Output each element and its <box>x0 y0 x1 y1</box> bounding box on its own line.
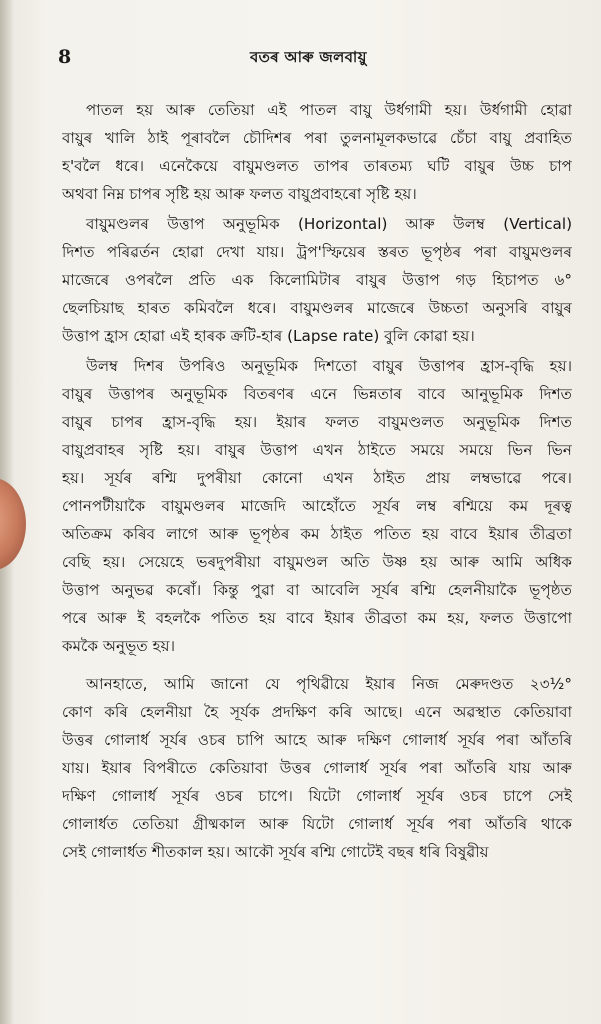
text-line: বায়ুৰ উত্তাপৰ অনুভূমিক বিতৰণৰ এনে ভিন্নতাৰ বাবে আনুভূমিক দিশত <box>62 385 572 403</box>
text-line: বায়ুপ্ৰবাহৰ সৃষ্টি হয়। বায়ুৰ উত্তাপ এখন ঠাইতে সময়ে সময়ে ভিন ভিন <box>62 441 572 459</box>
text-line: পাতল হয় আৰু তেতিয়া এই পাতল বায়ু উৰ্ধগামী হয়। উৰ্ধগামী হোৱা <box>86 101 572 119</box>
text-line: উত্তৰ গোলাৰ্ধ সূৰ্যৰ ওচৰ চাপি আহে আৰু দক্ষিণ গোলাৰ্ধ সূৰ্যৰ পৰা আঁতৰি <box>62 731 572 749</box>
page-number: 8 <box>58 46 72 68</box>
text-line: অতিক্ৰম কৰিব লাগে আৰু ভূপৃষ্ঠৰ কম ঠাইত পতিত হয় বাবে ইয়াৰ তীব্ৰতা <box>62 525 572 543</box>
text-line: গোলাৰ্ধত তেতিয়া গ্ৰীষ্মকাল আৰু যিটো গোলাৰ্ধ সূৰ্যৰ পৰা আঁতৰি থাকে <box>62 815 572 833</box>
text-line: পোনপটীয়াকৈ বায়ুমণ্ডলৰ মাজেদি আহোঁতে সূৰ্যৰ লম্ব ৰশ্মিয়ে কম দূৰত্ব <box>62 497 572 515</box>
text-line: অথবা নিম্ন চাপৰ সৃষ্টি হয় আৰু ফলত বায়ুপ্ৰবাহৰো সৃষ্টি হয়। <box>62 185 417 203</box>
thumb-holding-page <box>0 478 26 570</box>
body-text <box>62 96 572 866</box>
text-line: হয়। সূৰ্যৰ ৰশ্মি দুপৰীয়া কোনো এখন ঠাইত প্ৰায় লম্বভাৱে পৰে। <box>62 469 572 487</box>
text-line: উলম্ব দিশৰ উপৰিও অনুভূমিক দিশতো বায়ুৰ উত্তাপৰ হ্ৰাস-বৃদ্ধি হয়। <box>86 357 572 375</box>
paragraph <box>62 670 572 866</box>
paragraph <box>62 210 572 350</box>
paragraph-gap <box>62 660 572 670</box>
text-line: কমকৈ অনুভূত হয়। <box>62 637 176 655</box>
text-line: মাজেৰে ওপৰলৈ প্ৰতি এক কিলোমিটাৰ বায়ুৰ উত্তাপ গড় হিচাপত ৬° <box>62 271 572 289</box>
text-line: দিশত পৰিৱৰ্তন হোৱা দেখা যায়। ট্ৰপ'স্ফিয়েৰ স্তৰত ভূপৃষ্ঠৰ পৰা বায়ুমণ্ডলৰ <box>62 243 572 261</box>
text-line: ছেলচিয়াছ হাৰত কমিবলৈ ধৰে। বায়ুমণ্ডলৰ মাজেৰে উচ্চতা অনুসৰি বায়ুৰ <box>62 299 572 317</box>
text-line: বায়ুৰ চাপৰ হ্ৰাস-বৃদ্ধি হয়। ইয়াৰ ফলত বায়ুমণ্ডলত অনুভূমিক দিশত <box>62 413 572 431</box>
text-line: বায়ুমণ্ডলৰ উত্তাপ অনুভূমিক (Horizontal) আৰু উলম্ব (Vertical) <box>86 215 572 233</box>
text-line: দক্ষিণ গোলাৰ্ধ সূৰ্যৰ ওচৰ চাপে। যিটো গোলাৰ্ধ সূৰ্যৰ ওচৰ চাপে সেই <box>62 787 572 805</box>
paragraph <box>62 96 572 208</box>
text-line: আনহাতে, আমি জানো যে পৃথিৱীয়ে ইয়াৰ নিজ মেৰুদণ্ডত ২৩½° <box>86 675 572 693</box>
text-line: বেছি হয়। সেয়েহে ভৰদুপৰীয়া বায়ুমণ্ডল অতি উষ্ণ হয় আৰু আমি অধিক <box>62 553 572 571</box>
text-line: বায়ুৰ খালি ঠাই পূৰাবলৈ চৌদিশৰ পৰা তুলনামূলকভাৱে চেঁচা বায়ু প্ৰবাহিত <box>62 129 572 147</box>
paragraph <box>62 352 572 660</box>
text-line: হ'বলৈ ধৰে। এনেকৈয়ে বায়ুমণ্ডলত তাপৰ তাৰতম্য ঘটি বায়ুৰ উচ্চ চাপ <box>62 157 572 175</box>
text-line: উত্তাপ অনুভৱ কৰোঁ। কিন্তু পুৱা বা আবেলি সূৰ্যৰ ৰশ্মি হেলনীয়াকৈ ভূপৃষ্ঠত <box>62 581 572 599</box>
text-line: সেই গোলাৰ্ধত শীতকাল হয়। আকৌ সূৰ্যৰ ৰশ্মি গোটেই বছৰ ধৰি বিষুৱীয় <box>62 843 489 861</box>
text-line: যায়। ইয়াৰ বিপৰীতে কেতিয়াবা উত্তৰ গোলাৰ্ধ সূৰ্যৰ পৰা আঁতৰি যায় আৰু <box>62 759 572 777</box>
text-line: পৰে আৰু ই বহলকৈ পতিত হয় বাবে ইয়াৰ তীব্ৰতা কম হয়, ফলত উত্তাপো <box>62 609 572 627</box>
text-line: কোণ কৰি হেলনীয়া হৈ সূৰ্যক প্ৰদক্ষিণ কৰি আছে। এনে অৱস্থাত কেতিয়াবা <box>62 703 572 721</box>
text-line: উত্তাপ হ্ৰাস হোৱা এই হাৰক ক্ৰটি-হাৰ (Lapse rate) বুলি কোৱা হয়। <box>62 327 475 345</box>
page-header <box>0 40 601 70</box>
running-title: বতৰ আৰু জলবায়ু <box>250 48 367 66</box>
